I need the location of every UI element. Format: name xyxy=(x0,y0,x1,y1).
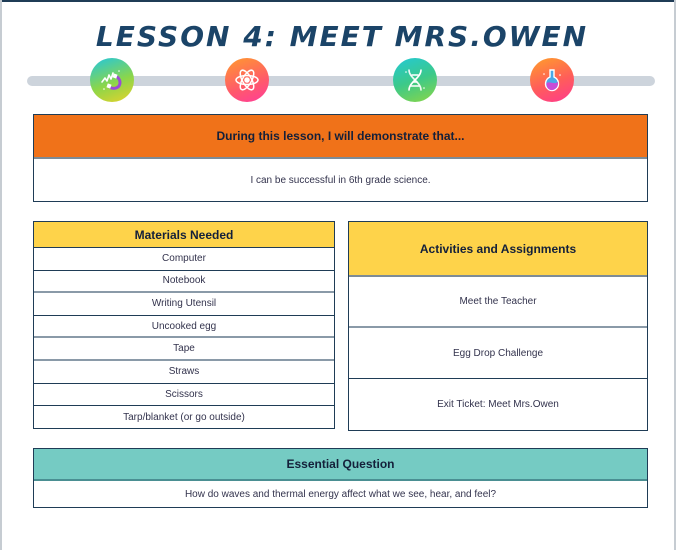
left-border xyxy=(0,0,2,550)
demonstrate-body: I can be successful in 6th grade science. xyxy=(250,174,431,186)
materials-item: Computer xyxy=(34,248,334,271)
materials-section xyxy=(33,221,335,429)
essential-question-section xyxy=(33,448,648,508)
lesson-title: LESSON 4: MEET MRS.OWEN xyxy=(95,20,589,53)
demonstrate-section xyxy=(33,114,648,202)
flask-icon xyxy=(538,66,566,94)
activities-item: Exit Ticket: Meet Mrs.Owen xyxy=(437,399,559,410)
essential-question-header: Essential Question xyxy=(34,449,647,481)
atom-icon xyxy=(233,66,261,94)
magnet-icon xyxy=(98,66,126,94)
materials-item: Writing Utensil xyxy=(34,293,334,316)
dna-icon xyxy=(401,66,429,94)
materials-item: Uncooked egg xyxy=(34,316,334,339)
progress-badge-magnet xyxy=(90,58,134,102)
essential-question-body: How do waves and thermal energy affect what we see, hear, and feel? xyxy=(184,488,497,500)
materials-header: Materials Needed xyxy=(34,222,334,248)
activities-item: Meet the Teacher xyxy=(349,277,647,328)
materials-item: Straws xyxy=(34,361,334,384)
activities-item: Egg Drop Challenge xyxy=(349,328,647,379)
demonstrate-header: During this lesson, I will demonstrate that... xyxy=(34,115,647,159)
activities-header: Activities and Assignments xyxy=(349,222,647,277)
progress-badge-dna xyxy=(393,58,437,102)
activities-section xyxy=(348,221,648,431)
materials-item: Notebook xyxy=(34,271,334,294)
progress-badge-flask xyxy=(530,58,574,102)
materials-item: Tape xyxy=(34,338,334,361)
top-border xyxy=(0,0,676,2)
progress-badge-atom xyxy=(225,58,269,102)
materials-item: Scissors xyxy=(34,384,334,407)
materials-item: Tarp/blanket (or go outside) xyxy=(123,411,245,423)
